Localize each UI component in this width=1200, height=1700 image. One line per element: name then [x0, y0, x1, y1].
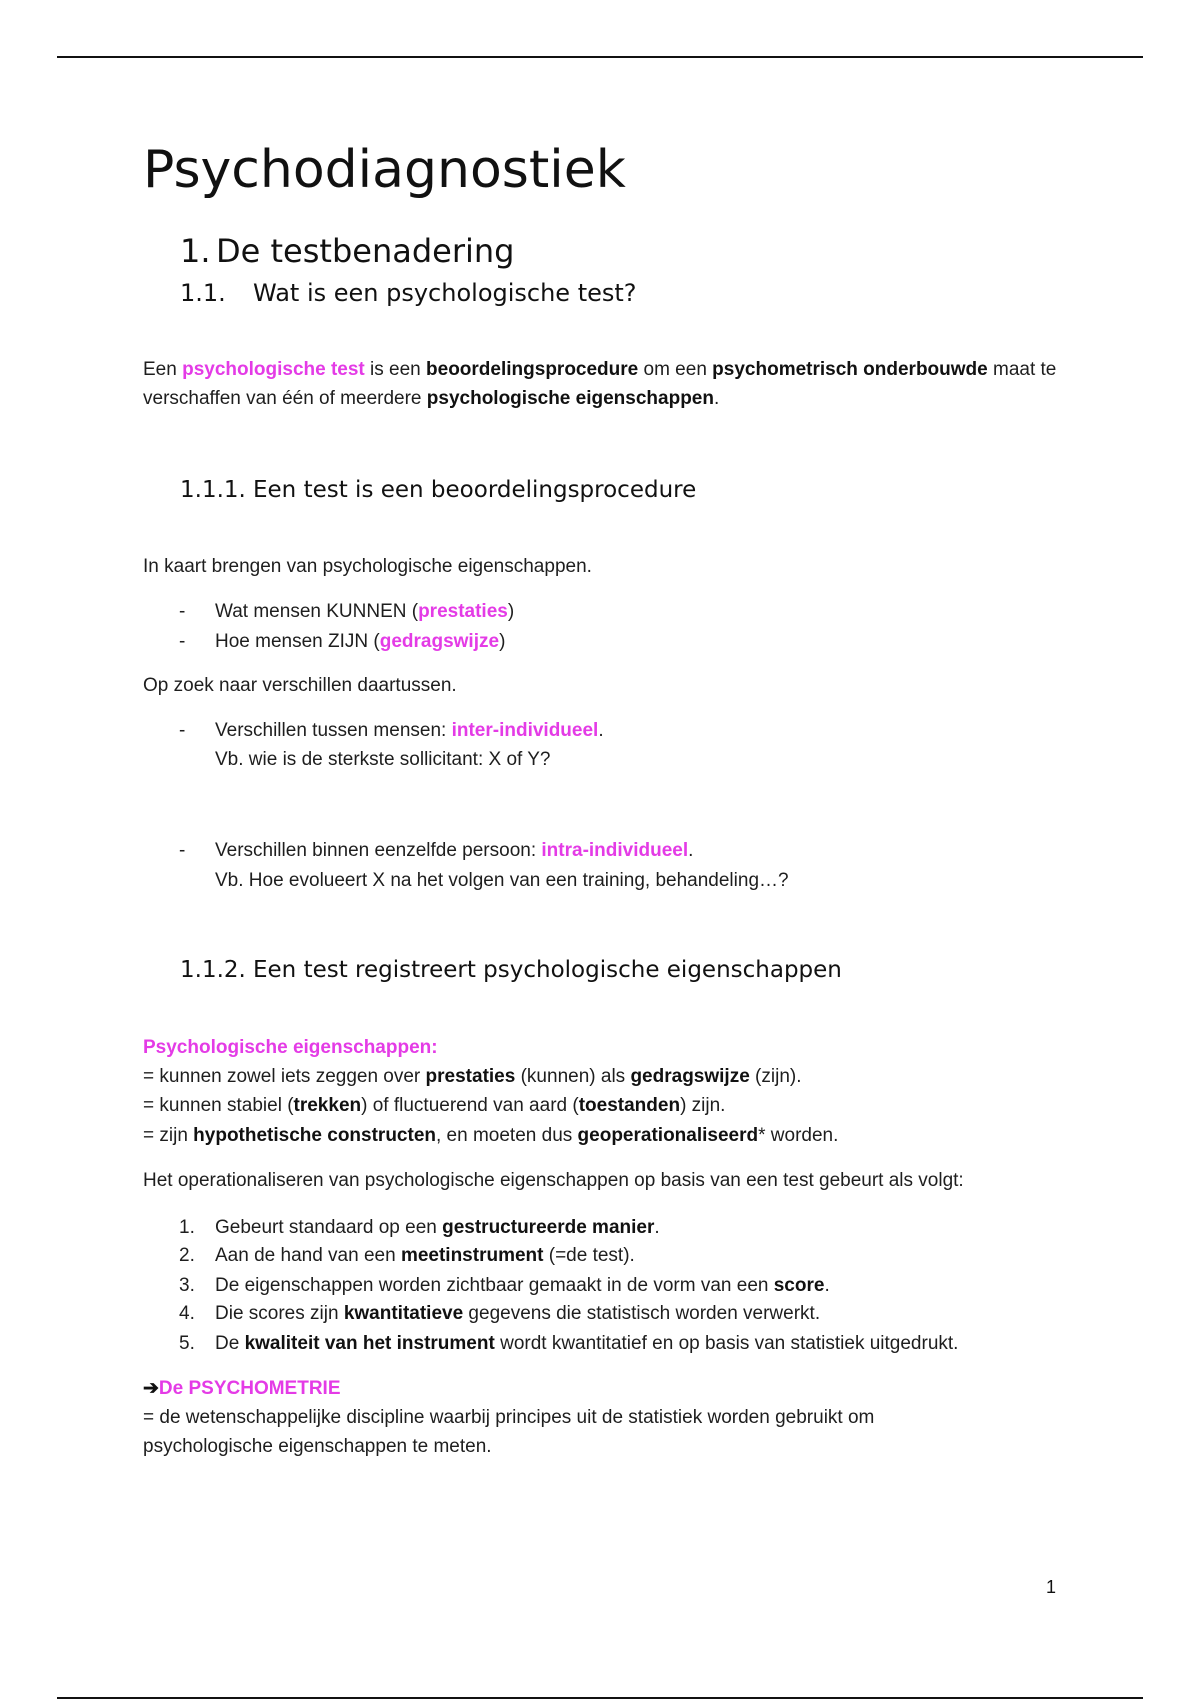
list-number: 5.	[179, 1333, 195, 1354]
highlight-term: prestaties	[418, 601, 508, 622]
list-dash: -	[179, 720, 186, 741]
eigenschappen-line-2	[143, 1091, 1063, 1120]
text-run: gegevens die statistisch worden verwerkt.	[463, 1303, 821, 1324]
heading-1	[180, 232, 514, 270]
eigenschappen-line-1	[143, 1062, 1063, 1091]
bold-term: geoperationaliseerd	[577, 1125, 759, 1146]
text-run: )	[507, 601, 515, 622]
text-run: ) zijn.	[680, 1095, 726, 1116]
text-run: .	[713, 388, 720, 409]
text-run: De eigenschappen worden zichtbaar gemaakt in de vorm van een	[215, 1275, 774, 1296]
text-run: De	[215, 1333, 245, 1354]
heading-1-1	[180, 279, 637, 307]
bold-term: score	[773, 1275, 825, 1296]
bold-term: trekken	[293, 1095, 362, 1116]
list-number: 4.	[179, 1303, 195, 1324]
text-run: ) of fluctuerend van aard (	[361, 1095, 579, 1116]
psychometrie-label	[143, 1374, 1063, 1403]
text-run: .	[688, 840, 694, 861]
heading-1-1-2-text: Een test registreert psychologische eigenschappen	[253, 957, 842, 983]
psychometrie-definition: = de wetenschappelijke discipline waarbij principes uit de statistiek worden gebruikt om psychologische eigenschappen te meten.	[143, 1407, 875, 1457]
text-run: (kunnen) als	[515, 1066, 631, 1087]
text-run: = kunnen stabiel (	[143, 1095, 294, 1116]
bold-term: meetinstrument	[400, 1245, 544, 1266]
text-run: maat te verschaffen van één of meerdere	[143, 359, 1057, 409]
heading-1-1-number: 1.1.	[180, 279, 226, 307]
text-run: .	[654, 1217, 660, 1238]
text-run: Die scores zijn	[215, 1303, 344, 1324]
list-dash: -	[179, 631, 186, 652]
document-title: Psychodiagnostiek	[143, 140, 626, 200]
bold-term: kwantitatieve	[343, 1303, 464, 1324]
text-run: om een	[638, 359, 713, 380]
text-run: = zijn	[143, 1125, 194, 1146]
bold-term: hypothetische constructen	[193, 1125, 436, 1146]
heading-1-text: De testbenadering	[216, 232, 515, 270]
bold-term: prestaties	[425, 1066, 516, 1087]
text-run: Wat mensen KUNNEN (	[215, 601, 419, 622]
example-text: Vb. wie is de sterkste sollicitant: X of Y?	[215, 749, 551, 770]
text-run: is een	[364, 359, 427, 380]
list-dash: -	[179, 840, 186, 861]
heading-1-1-2	[180, 957, 842, 983]
heading-1-1-1	[180, 477, 696, 503]
footer-rule	[57, 1697, 1143, 1699]
psychometrie-term: De PSYCHOMETRIE	[158, 1378, 341, 1399]
label-text: Psychologische eigenschappen:	[143, 1037, 438, 1058]
heading-1-1-1-text: Een test is een beoordelingsprocedure	[253, 477, 697, 503]
list-number: 2.	[179, 1245, 195, 1266]
operational-paragraph: Het operationaliseren van psychologische eigenschappen op basis van een test gebeurt als volgt:	[143, 1170, 964, 1191]
definition-paragraph	[143, 355, 1063, 413]
text-run: Gebeurt standaard op een	[215, 1217, 443, 1238]
text-run: Een	[143, 359, 183, 380]
list-dash: -	[179, 601, 186, 622]
header-rule	[57, 56, 1143, 58]
text-run: )	[499, 631, 506, 652]
heading-1-number: 1.	[180, 232, 211, 270]
heading-1-1-text: Wat is een psychologische test?	[253, 279, 637, 307]
list-number: 3.	[179, 1275, 195, 1296]
heading-1-1-2-number: 1.1.2.	[180, 957, 246, 983]
heading-1-1-1-number: 1.1.1.	[180, 477, 246, 503]
intro-paragraph: In kaart brengen van psychologische eigenschappen.	[143, 556, 592, 577]
list-number: 1.	[179, 1217, 195, 1238]
highlight-term: intra-individueel	[541, 840, 689, 861]
text-run: Verschillen binnen eenzelfde persoon:	[215, 840, 542, 861]
arrow-icon: ➔	[143, 1378, 159, 1399]
text-run: Hoe mensen ZIJN (	[215, 631, 380, 652]
highlight-term: inter-individueel	[451, 720, 599, 741]
text-run: = kunnen zowel iets zeggen over	[143, 1066, 426, 1087]
term-beoordelingsprocedure: beoordelingsprocedure	[426, 359, 639, 380]
text-run: .	[598, 720, 604, 741]
text-run: (zijn).	[749, 1066, 802, 1087]
middle-paragraph: Op zoek naar verschillen daartussen.	[143, 675, 457, 696]
highlight-term: gedragswijze	[379, 631, 500, 652]
text-run: (=de test).	[543, 1245, 635, 1266]
text-run: , en moeten dus	[436, 1125, 578, 1146]
term-psychologische-test: psychologische test	[182, 359, 365, 380]
eigenschappen-label	[143, 1033, 1063, 1062]
text-run: Aan de hand van een	[215, 1245, 401, 1266]
text-run: .	[824, 1275, 830, 1296]
bold-term: gestructureerde manier	[442, 1217, 655, 1238]
term-psychometrisch: psychometrisch onderbouwde	[712, 359, 988, 380]
eigenschappen-line-3	[143, 1121, 1063, 1150]
bold-term: gedragswijze	[630, 1066, 750, 1087]
bold-term: toestanden	[578, 1095, 681, 1116]
text-run: * worden.	[758, 1125, 839, 1146]
bold-term: kwaliteit van het instrument	[244, 1333, 495, 1354]
term-psych-eigenschappen: psychologische eigenschappen	[426, 388, 714, 409]
text-run: wordt kwantitatief en op basis van statistiek uitgedrukt.	[494, 1333, 959, 1354]
text-run: Verschillen tussen mensen:	[215, 720, 452, 741]
example-text: Vb. Hoe evolueert X na het volgen van een training, behandeling…?	[215, 870, 789, 891]
page-number: 1	[1046, 1577, 1057, 1597]
